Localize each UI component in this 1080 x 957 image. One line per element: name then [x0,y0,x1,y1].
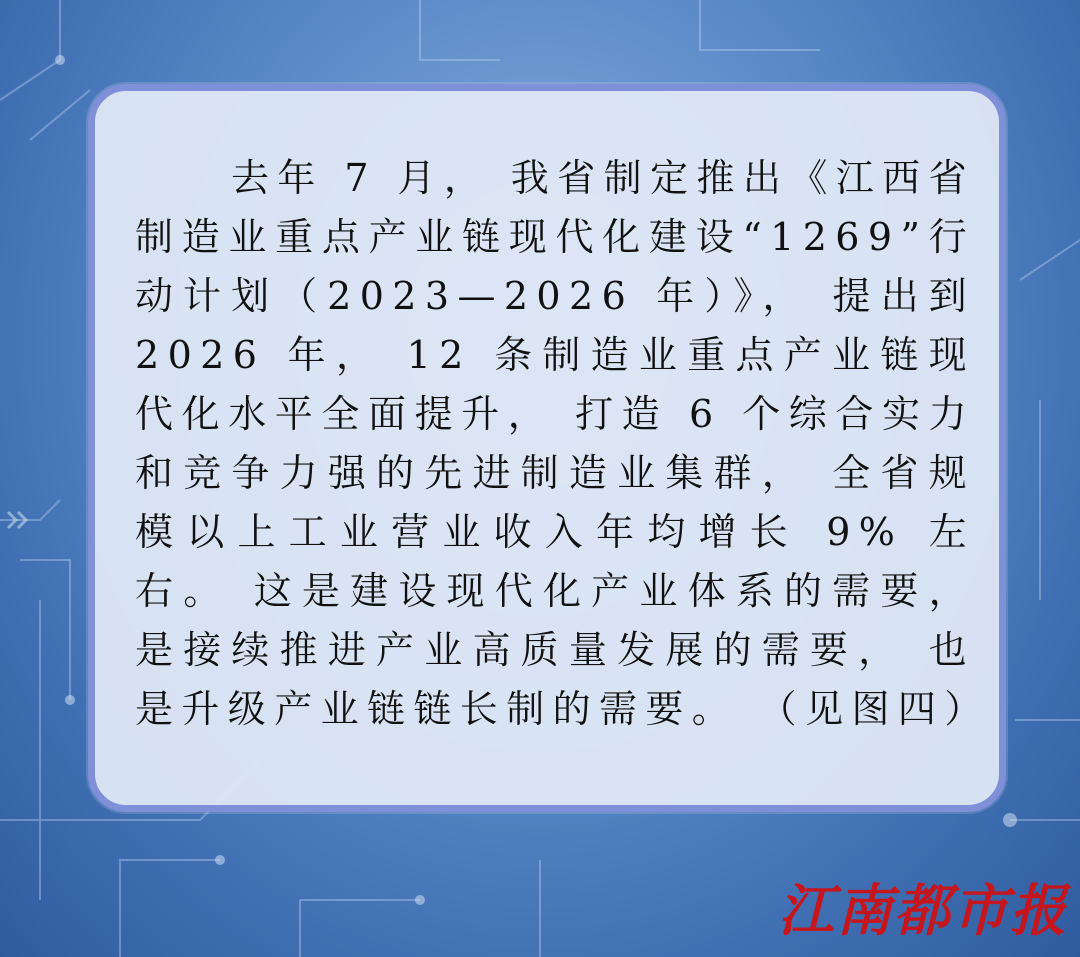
article-paragraph: 去年 7 月， 我省制定推出《江西省制造业重点产业链现代化建设“1269”行动计划（2023—2026 年）》， 提出到 2026 年， 12 条制造业重点产业链现代化水平全面提升， 打造 6 个综合实力和竞争力强的先进制造业集群， 全省规模以上工业营业收入年均增长 9% 左右。 这是建设现代化产业体系的需要， 是接续推进产业高质量发展的需要， 也是升级产业链链长制的需要。 （见图四） [135,156,991,731]
newspaper-logo: 江南都市报 [778,878,1068,944]
text-card [88,84,1006,812]
